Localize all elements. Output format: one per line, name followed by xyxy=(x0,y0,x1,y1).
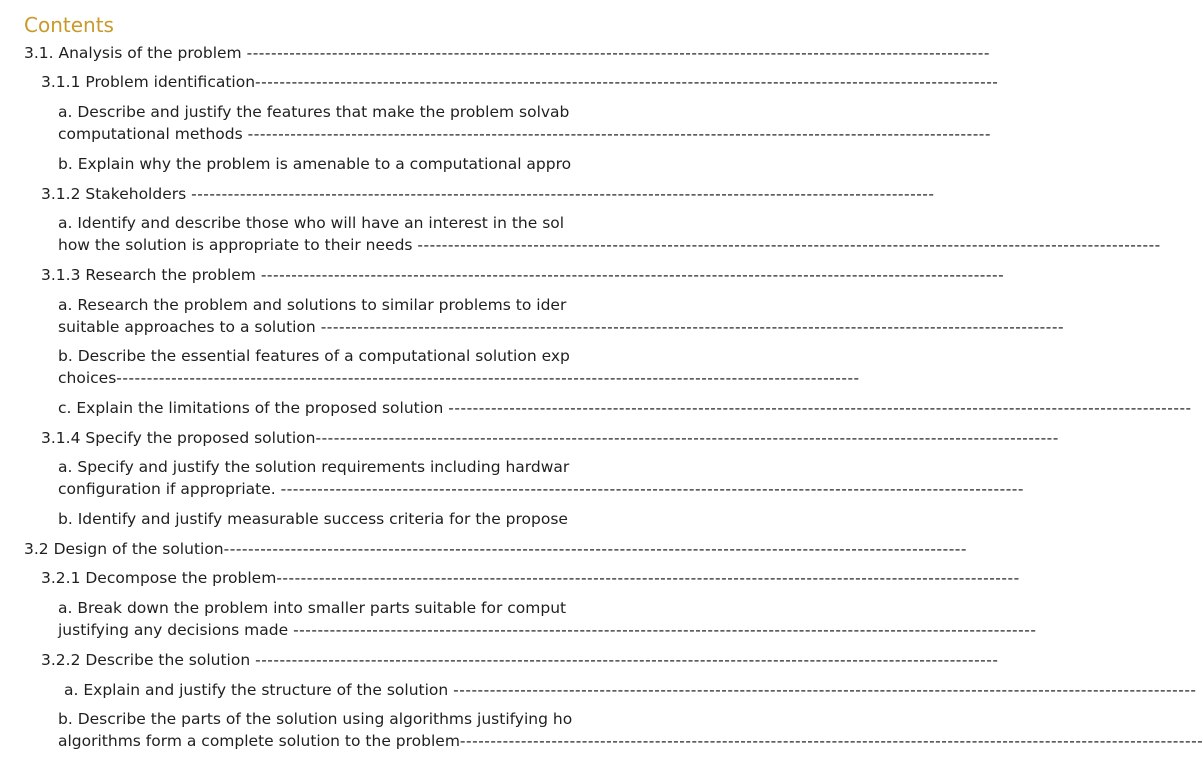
toc-leader: -------------------------------------------------------------------------------------------------------------------------- xyxy=(260,266,1005,284)
toc-entry-text: algorithms form a complete solution to the problem xyxy=(58,732,460,750)
toc-entry-text: computational methods xyxy=(58,125,243,143)
toc-entry[interactable] xyxy=(0,567,1020,589)
toc-leader: -------------------------------------------------------------------------------------------------------------------------- xyxy=(315,429,1059,447)
toc-entry[interactable] xyxy=(0,183,934,205)
toc-entry-text: b. Describe the parts of the solution using algorithms justifying ho xyxy=(58,710,573,728)
toc-entry-text: 3.2.2 Describe the solution xyxy=(41,651,251,669)
toc-entry-text: 3.1.2 Stakeholders xyxy=(41,185,187,203)
toc-leader: -------------------------------------------------------------------------------------------------------------------------- xyxy=(223,540,967,558)
toc-leader: -------------------------------------------------------------------------------------------------------------------------- xyxy=(255,651,999,669)
toc-entry-text: a. Explain and justify the structure of the solution xyxy=(64,681,449,699)
toc-leader: -------------------------------------------------------------------------------------------------------------------------- xyxy=(280,480,1024,498)
toc-heading: Contents xyxy=(24,13,114,37)
toc-leader: -------------------------------------------------------------------------------------------------------------------------- xyxy=(459,732,1203,750)
toc-entry[interactable] xyxy=(0,456,1024,500)
toc-entry-text: how the solution is appropriate to their needs xyxy=(58,236,413,254)
toc-leader: -------------------------------------------------------------------------------------------------------------------------- xyxy=(453,681,1197,699)
toc-entry[interactable] xyxy=(0,708,1203,752)
toc-entry-text: a. Identify and describe those who will have an interest in the sol xyxy=(58,214,565,232)
toc-entry[interactable] xyxy=(0,101,991,145)
toc-entry[interactable] xyxy=(0,153,571,175)
toc-entry-text: a. Specify and justify the solution requirements including hardwar xyxy=(58,458,570,476)
toc-entry-text: 3.1. Analysis of the problem xyxy=(24,44,242,62)
toc-entry-text: choices xyxy=(58,369,117,387)
toc-entry-text: b. Describe the essential features of a computational solution exp xyxy=(58,347,570,365)
toc-entry-text: configuration if appropriate. xyxy=(58,480,276,498)
toc-entry-text: 3.1.1 Problem identification xyxy=(41,73,256,91)
toc-leader: -------------------------------------------------------------------------------------------------------------------------- xyxy=(293,621,1037,639)
toc-leader: -------------------------------------------------------------------------------------------------------------------------- xyxy=(320,318,1065,336)
toc-entry-text: a. Break down the problem into smaller parts suitable for comput xyxy=(58,599,567,617)
toc-entry[interactable] xyxy=(0,42,990,64)
toc-entry[interactable] xyxy=(0,294,1064,338)
toc-leader: -------------------------------------------------------------------------------------------------------------------------- xyxy=(448,399,1192,417)
toc-entry-text: 3.2 Design of the solution xyxy=(24,540,224,558)
toc-entry[interactable] xyxy=(0,508,568,530)
toc-entry[interactable] xyxy=(0,679,1197,701)
toc-entry[interactable] xyxy=(0,397,1192,419)
toc-entry[interactable] xyxy=(0,71,998,93)
toc-entry-text: c. Explain the limitations of the proposed solution xyxy=(58,399,444,417)
toc-entry[interactable] xyxy=(0,427,1059,449)
toc-entry[interactable] xyxy=(0,212,1161,256)
toc-entry-text: justifying any decisions made xyxy=(58,621,289,639)
toc-entry-text: 3.1.4 Specify the proposed solution xyxy=(41,429,316,447)
toc-entry[interactable] xyxy=(0,345,860,389)
toc-entry-text: suitable approaches to a solution xyxy=(58,318,316,336)
toc-entry-text: a. Describe and justify the features that make the problem solvab xyxy=(58,103,570,121)
toc-entry-text: b. Identify and justify measurable success criteria for the propose xyxy=(58,510,568,528)
toc-leader: -------------------------------------------------------------------------------------------------------------------------- xyxy=(246,44,990,62)
toc-entry-text: b. Explain why the problem is amenable to a computational appro xyxy=(58,155,572,173)
toc-entry[interactable] xyxy=(0,649,998,671)
toc-leader: -------------------------------------------------------------------------------------------------------------------------- xyxy=(276,569,1020,587)
toc-entry[interactable] xyxy=(0,264,1004,286)
toc-entry[interactable] xyxy=(0,538,967,560)
toc-entry-text: 3.2.1 Decompose the problem xyxy=(41,569,277,587)
toc-entry-text: a. Research the problem and solutions to similar problems to ider xyxy=(58,296,567,314)
toc-entry[interactable] xyxy=(0,597,1036,641)
toc-entry-text: 3.1.3 Research the problem xyxy=(41,266,256,284)
toc-leader: -------------------------------------------------------------------------------------------------------------------------- xyxy=(255,73,999,91)
toc-leader: -------------------------------------------------------------------------------------------------------------------------- xyxy=(417,236,1161,254)
toc-leader: -------------------------------------------------------------------------------------------------------------------------- xyxy=(247,125,991,143)
toc-leader: -------------------------------------------------------------------------------------------------------------------------- xyxy=(191,185,935,203)
toc-leader: -------------------------------------------------------------------------------------------------------------------------- xyxy=(116,369,860,387)
